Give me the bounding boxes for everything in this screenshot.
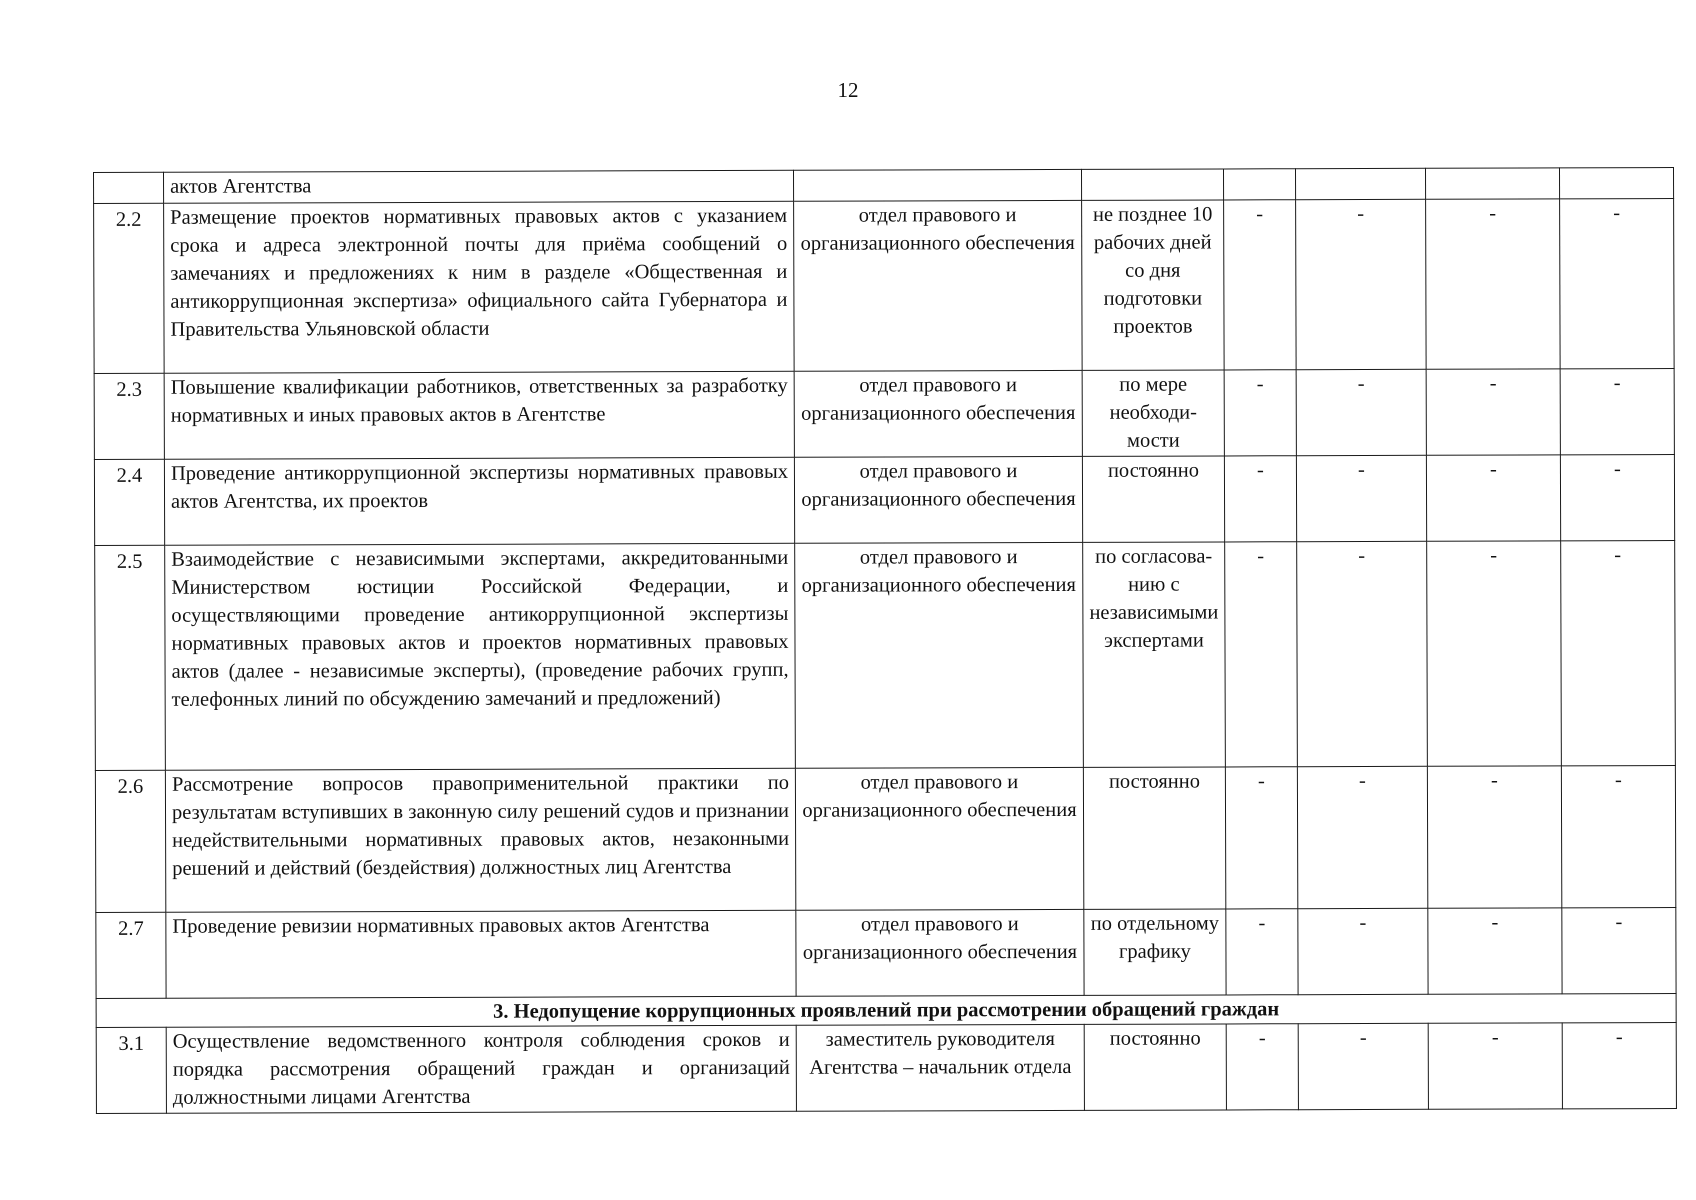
row-number-cell bbox=[94, 172, 164, 203]
row-number: 2.5 bbox=[95, 545, 166, 770]
row-mark: - bbox=[1560, 199, 1675, 369]
row-responsible: отдел правового и организационного обеспечения bbox=[796, 909, 1084, 996]
row-mark: - bbox=[1428, 1023, 1562, 1109]
row-mark: - bbox=[1561, 766, 1675, 908]
row-mark: - bbox=[1562, 908, 1676, 994]
table-row-2-7 bbox=[96, 908, 1676, 999]
row-description: Проведение антикоррупционной экспертизы нормативных правовых актов Агентства, их проектов bbox=[164, 457, 794, 545]
row-mark: - bbox=[1224, 200, 1297, 370]
row-number: 2.3 bbox=[94, 373, 164, 459]
row-description: актов Агентства bbox=[164, 170, 794, 203]
row-mark: - bbox=[1426, 369, 1560, 455]
table-row-carry-over bbox=[94, 168, 1674, 204]
row-description: Размещение проектов нормативных правовых актов с указанием срока и адреса электронной почты для приёма сообщений о замечаниях и предложениях к ним в разделе «Общественная и антикоррупционная экспертиза» официального сайта Губернатора и Правительства Ульяновской области bbox=[164, 201, 795, 373]
row-mark: - bbox=[1298, 908, 1428, 994]
row-description: Осуществление ведомственного контроля соблюдения сроков и порядка рассмотрения обращений граждан и организаций должностными лицами Агентства bbox=[166, 1025, 796, 1113]
row-responsible: отдел правового и организационного обеспечения bbox=[794, 200, 1083, 371]
row-term: постоянно bbox=[1082, 456, 1224, 542]
row-mark: - bbox=[1560, 455, 1674, 541]
row-mark: - bbox=[1427, 541, 1562, 766]
table-row-2-6 bbox=[95, 766, 1675, 913]
row-number: 2.4 bbox=[94, 459, 164, 545]
row-description: Рассмотрение вопросов правоприменительной практики по результатам вступивших в законную силу решений судов и признании недействительными нормативных правовых актов, незаконными решений и действий (бездействия) должностных лиц Агентства bbox=[165, 768, 795, 912]
row-mark: - bbox=[1296, 369, 1426, 455]
row-mark: - bbox=[1426, 455, 1560, 541]
row-mark: - bbox=[1224, 370, 1296, 456]
row-mark: - bbox=[1297, 766, 1427, 908]
section-title: 3. Недопущение коррупционных проявлений при рассмотрении обращений граждан bbox=[96, 994, 1676, 1028]
row-mark: - bbox=[1296, 199, 1427, 369]
row-responsible: отдел правового и организационного обеспечения bbox=[795, 542, 1084, 768]
row-number: 2.2 bbox=[94, 203, 165, 373]
row-mark: - bbox=[1225, 542, 1298, 767]
row-mark: - bbox=[1560, 369, 1674, 455]
row-mark: - bbox=[1224, 456, 1296, 542]
row-number: 3.1 bbox=[96, 1027, 166, 1113]
row-mark: - bbox=[1426, 199, 1561, 369]
table-row-2-3 bbox=[94, 369, 1674, 460]
measures-table bbox=[93, 167, 1677, 1114]
row-mark: - bbox=[1226, 1024, 1298, 1110]
row-number: 2.6 bbox=[95, 770, 165, 912]
row-term: по мере необходи-мости bbox=[1082, 370, 1224, 456]
row-mark: - bbox=[1297, 541, 1428, 766]
row-mark: - bbox=[1226, 909, 1298, 995]
row-responsible: заместитель руководителя Агентства – начальник отдела bbox=[796, 1024, 1084, 1111]
row-term: по согласова-нию с независимыми экспертами bbox=[1083, 542, 1226, 767]
table-row-2-4 bbox=[94, 455, 1674, 546]
table-row-2-5 bbox=[95, 541, 1676, 771]
table-row-2-2 bbox=[94, 199, 1675, 374]
row-responsible: отдел правового и организационного обеспечения bbox=[794, 456, 1082, 543]
row-number: 2.7 bbox=[96, 912, 166, 998]
row-description: Взаимодействие с независимыми экспертами, аккредитованными Министерством юстиции Российской Федерации, и осуществляющими проведение антикоррупционной экспертизы нормативных правовых актов и проектов нормативных правовых актов (далее - независимые эксперты), (проведение рабочих групп, телефонных линий по обсуждению замечаний и предложений) bbox=[165, 543, 796, 770]
row-description: Проведение ревизии нормативных правовых актов Агентства bbox=[166, 910, 796, 998]
row-responsible: отдел правового и организационного обеспечения bbox=[794, 370, 1082, 457]
row-description: Повышение квалификации работников, ответственных за разработку нормативных и иных правовых актов в Агентстве bbox=[164, 371, 794, 459]
row-mark: - bbox=[1561, 541, 1676, 766]
row-mark: - bbox=[1428, 908, 1562, 994]
row-mark: - bbox=[1427, 766, 1561, 908]
row-term: по отдельному графику bbox=[1084, 909, 1226, 995]
row-term: не позднее 10 рабочих дней со дня подготовки проектов bbox=[1082, 200, 1225, 370]
row-mark: - bbox=[1225, 767, 1297, 909]
table-row-3-1 bbox=[96, 1023, 1676, 1114]
row-responsible: отдел правового и организационного обеспечения bbox=[795, 767, 1083, 910]
row-mark: - bbox=[1298, 1023, 1428, 1109]
row-term: постоянно bbox=[1084, 1024, 1226, 1110]
row-term: постоянно bbox=[1083, 767, 1225, 909]
page-number: 12 bbox=[837, 78, 859, 102]
row-mark: - bbox=[1562, 1023, 1676, 1109]
row-mark: - bbox=[1296, 455, 1426, 541]
